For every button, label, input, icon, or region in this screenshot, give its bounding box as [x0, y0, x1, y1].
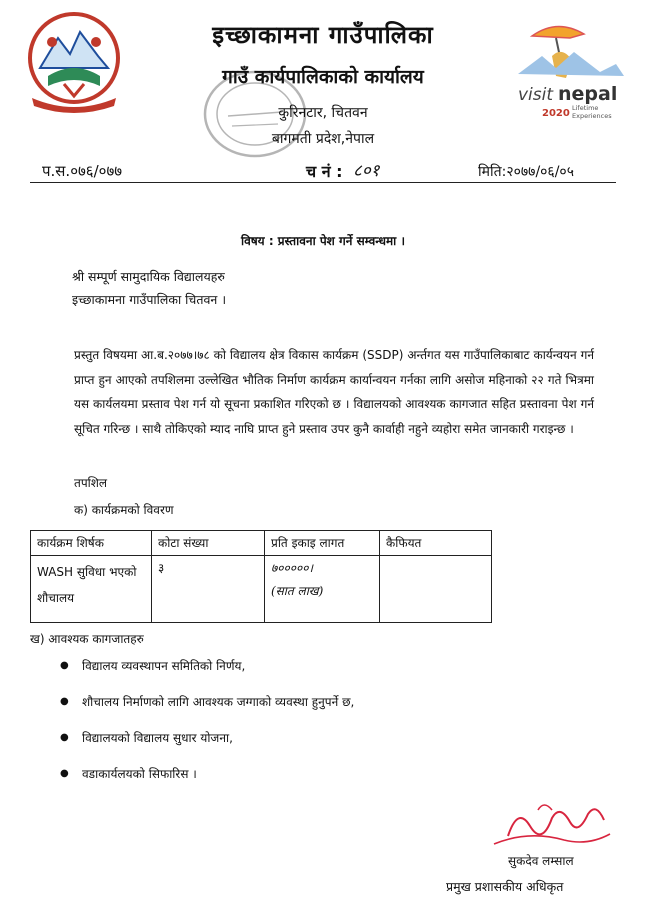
- signatory-name: सुकदेव लम्साल: [508, 854, 574, 868]
- column-header: कैफियत: [380, 531, 492, 556]
- address-line-2: बागमती प्रदेश,नेपाल: [271, 131, 375, 147]
- unit-cost-cell: [265, 556, 380, 623]
- list-item: ● वडाकार्यलयको सिफारिस ।: [60, 756, 354, 792]
- column-header: कार्यक्रम शिर्षक: [31, 531, 152, 556]
- office-subtitle: गाउँ कार्यपालिकाको कार्यालय: [222, 66, 424, 88]
- column-header: कोटा संख्या: [152, 531, 265, 556]
- recipient-line-1: श्री सम्पूर्ण सामुदायिक विद्यालयहरु: [72, 269, 225, 284]
- program-section-heading: क) कार्यक्रमको विवरण: [74, 503, 174, 517]
- signatory-designation: प्रमुख प्रशासकीय अधिकृत: [446, 879, 564, 894]
- letter-date: मिति:२०७७/०६/०५: [478, 164, 574, 180]
- documents-section-heading: ख) आवश्यक कागजातहरु: [30, 632, 144, 646]
- address-line-1: कुरिनटार, चितवन: [278, 105, 368, 121]
- office-name: इच्छाकामना गाउँपालिका: [212, 21, 434, 49]
- svg-text:visit: visit: [518, 85, 554, 105]
- unit-cost-words: (सात लाख): [271, 584, 324, 598]
- letter-body: प्रस्तुत विषयमा आ.ब.२०७७।७८ को विद्यालय क्षेत्र विकास कार्यक्रम (SSDP) अर्न्तगत यस गाउँपालिकाबाट कार्यन्वयन गर्न प्राप्त हुन आएको तपशिलमा उल्लेखित भौतिक निर्माण कार्यक्रम कार्यान्वयन गर्नका लागि असोज महिनाको २२ गते भित्रमा यस कार्यलयमा प्रस्ताव पेश गर्न यो सूचना प्रकाशित गरिएको छ । विद्यालयको आवश्यक कागजात सहित प्रस्तावना पेश गर्न सूचित गरिन्छ । साथै तोकिएको म्याद नाघि प्राप्त हुने प्रस्ताव उपर कुनै कार्वाही नहुने व्यहोरा समेत जानकारी गराइन्छ ।: [74, 348, 594, 436]
- svg-text:nepal: nepal: [558, 83, 618, 105]
- program-table: [30, 530, 492, 623]
- svg-text:2020: 2020: [542, 108, 570, 119]
- required-documents-list: [60, 648, 354, 792]
- remarks-cell: [380, 556, 492, 623]
- quota-cell: ३: [152, 556, 265, 623]
- table-row: [31, 556, 492, 623]
- svg-text:Lifetime: Lifetime: [572, 104, 599, 112]
- handwritten-signature: [478, 796, 618, 856]
- details-heading: तपशिल: [74, 476, 108, 490]
- list-item: ● शौचालय निर्माणको लागि आवश्यक जग्गाको व्यवस्था हुनुपर्ने छ,: [60, 684, 354, 720]
- column-header: प्रति इकाइ लागत: [265, 531, 380, 556]
- dispatch-number-label: च नं :: [306, 162, 343, 181]
- list-item: ● विद्यालय व्यवस्थापन समितिको निर्णय,: [60, 648, 354, 684]
- unit-cost-value: ७०००००।: [271, 561, 313, 575]
- program-title-cell: WASH सुविधा भएको शौचालय: [31, 556, 152, 623]
- svg-text:Experiences: Experiences: [572, 112, 612, 120]
- dispatch-number-value: ८०१: [353, 161, 380, 181]
- list-item: ● विद्यालयको विद्यालय सुधार योजना,: [60, 720, 354, 756]
- recipient-line-2: इच्छाकामना गाउँपालिका चितवन ।: [72, 292, 227, 307]
- letter-subject: विषय : प्रस्तावना पेश गर्ने सम्वन्धमा ।: [240, 234, 406, 248]
- table-header-row: [31, 531, 492, 556]
- reference-number: प.स.०७६/०७७: [42, 162, 123, 180]
